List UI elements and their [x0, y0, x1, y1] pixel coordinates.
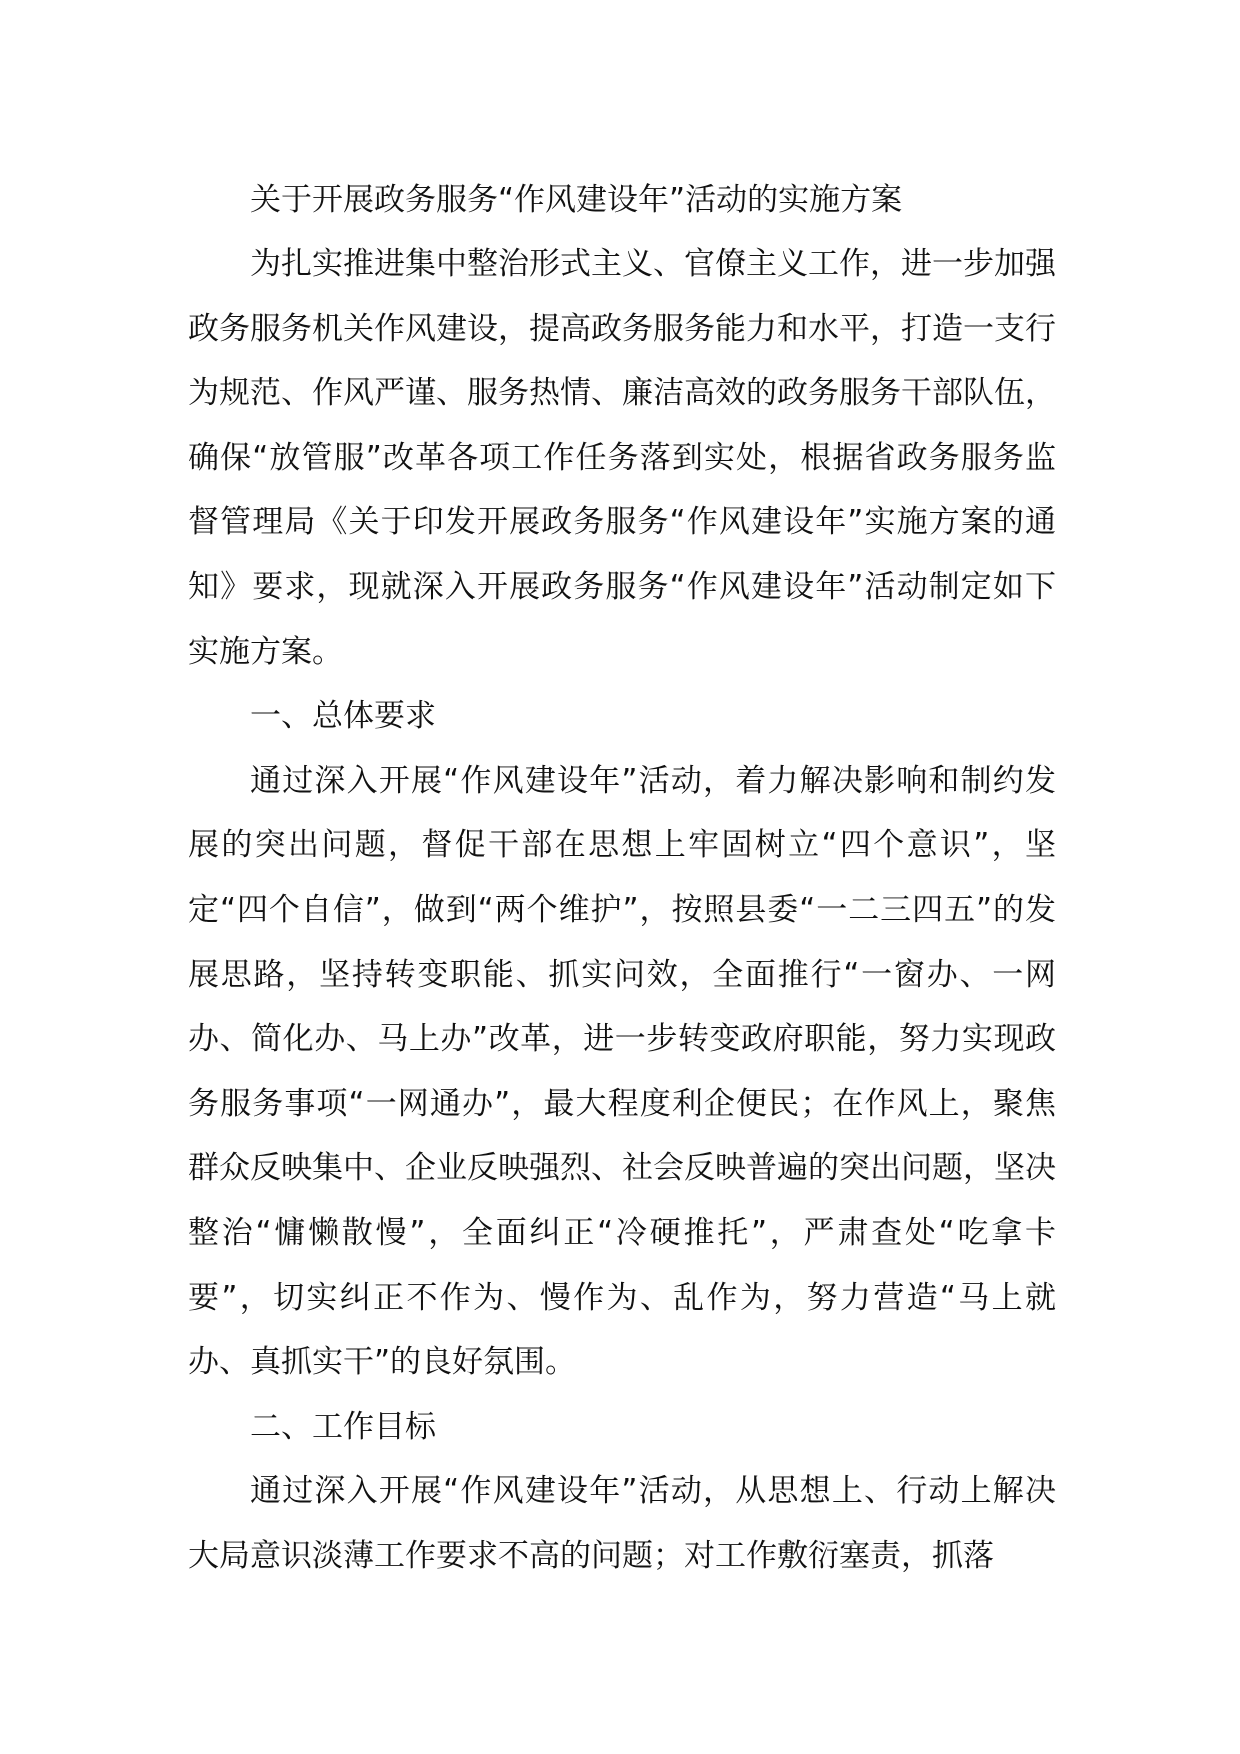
section-heading-work-goals: 二、工作目标 [250, 1408, 436, 1445]
document-title: 关于开展政务服务“作风建设年”活动的实施方案 [250, 182, 903, 218]
intro-paragraph: 为扎实推进集中整治形式主义、官僚主义工作，进一步加强政务服务机关作风建设，提高政务服务能力和水平，打造一支行为规范、作风严谨、服务热情、廉洁高效的政务服务干部队伍，确保“放管服”改革各项工作任务落到实处，根据省政务服务监督管理局《关于印发开展政务服务“作风建设年”实施方案的通知》要求，现就深入开展政务服务“作风建设年”活动制定如下实施方案。 [188, 246, 1056, 670]
document-body [188, 168, 1056, 1588]
section-paragraph-work-goals: 通过深入开展“作风建设年”活动，从思想上、行动上解决大局意识淡薄工作要求不高的问题；对工作敷衍塞责，抓落 [188, 1473, 1056, 1574]
section-paragraph-overall-requirements: 通过深入开展“作风建设年”活动，着力解决影响和制约发展的突出问题，督促干部在思想上牢固树立“四个意识”，坚定“四个自信”，做到“两个维护”，按照县委“一二三四五”的发展思路，坚持转变职能、抓实问效，全面推行“一窗办、一网办、简化办、马上办”改革，进一步转变政府职能，努力实现政务服务事项“一网通办”，最大程度利企便民；在作风上，聚焦群众反映集中、企业反映强烈、社会反映普遍的突出问题，坚决整治“慵懒散慢”，全面纠正“冷硬推托”，严肃查处“吃拿卡要”，切实纠正不作为、慢作为、乱作为，努力营造“马上就办、真抓实干”的良好氛围。 [188, 762, 1056, 1381]
section-heading-overall-requirements: 一、总体要求 [250, 698, 436, 735]
